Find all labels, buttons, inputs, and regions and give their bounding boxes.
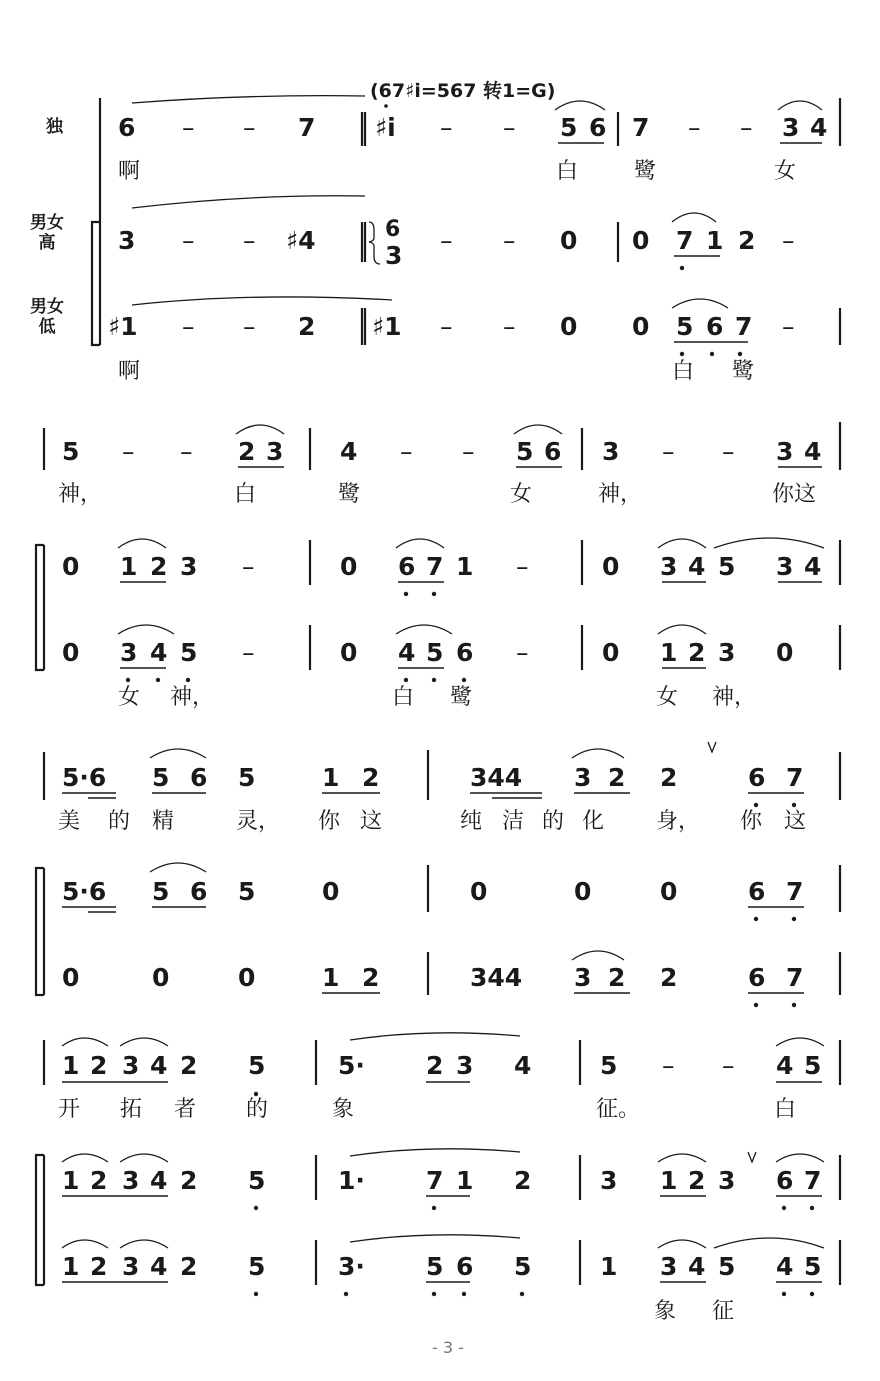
note: 0 <box>152 963 170 992</box>
note: 3 <box>718 1166 736 1195</box>
note: 2 <box>90 1166 108 1195</box>
note: – <box>503 226 516 255</box>
lyric-word: 这 <box>784 809 807 834</box>
note: – <box>722 437 735 466</box>
note: 4 <box>804 437 822 466</box>
lyric-word: 女 <box>510 482 533 507</box>
note: – <box>180 437 193 466</box>
note: 4 <box>688 552 706 581</box>
note: 0 <box>62 638 80 667</box>
note: 5 <box>676 312 694 341</box>
note: 5 <box>600 1051 618 1080</box>
note: 5 <box>248 1051 266 1080</box>
note: – <box>182 226 195 255</box>
lyric-word: 鹭 <box>634 159 657 184</box>
lyric-word: 女 <box>118 685 141 710</box>
note: 344 <box>470 763 523 792</box>
note: 1 <box>706 226 724 255</box>
lyric-word: 洁 <box>502 809 525 834</box>
note: 1 <box>62 1051 80 1080</box>
lyric-word: 纯 <box>460 809 483 834</box>
lyric-word: 征。 <box>596 1097 641 1122</box>
note: 5 <box>62 437 80 466</box>
lyric-word: 神， <box>598 482 643 507</box>
note: – <box>400 437 413 466</box>
note: 6 <box>456 638 474 667</box>
lyric-word: 你 <box>318 809 341 834</box>
lyric-word: 的 <box>246 1097 269 1122</box>
note: 3 <box>574 763 592 792</box>
solo-voice-label: 独 <box>46 117 63 137</box>
note: 0 <box>632 226 650 255</box>
lyric-word: 白 <box>392 685 415 710</box>
note: 4 <box>150 1166 168 1195</box>
note: ♯1 <box>372 312 402 341</box>
note: 7 <box>426 1166 444 1195</box>
note: 5·6 <box>62 763 107 792</box>
note: 2 <box>90 1051 108 1080</box>
note: 1 <box>120 552 138 581</box>
note: 5 <box>516 437 534 466</box>
note: 3 <box>600 1166 618 1195</box>
lyric-word: 象 <box>654 1299 677 1324</box>
note: 4 <box>514 1051 532 1080</box>
note: 6 <box>190 763 208 792</box>
note: 1 <box>456 552 474 581</box>
note: 3 <box>122 1166 140 1195</box>
note: 5· <box>338 1051 365 1080</box>
note: 4 <box>150 1051 168 1080</box>
lyric-word: 白 <box>774 1097 797 1122</box>
note: – <box>662 1051 675 1080</box>
lyric-word: 拓 <box>120 1097 143 1122</box>
note: – <box>243 113 256 142</box>
lyric-word: 白 <box>556 159 579 184</box>
lyric-word: 白 <box>234 482 257 507</box>
lyric-word: 啊 <box>118 159 141 184</box>
note: 7 <box>632 113 650 142</box>
note: 2 <box>738 226 756 255</box>
lyric-word: 鹭 <box>338 482 361 507</box>
note: 1 <box>62 1166 80 1195</box>
note: – <box>243 226 256 255</box>
lyric-word: 者 <box>174 1097 197 1122</box>
note: – <box>782 226 795 255</box>
lyric-word: 白 <box>672 359 695 384</box>
key-change-header: (67♯i̇=567 转1=G) <box>370 80 556 102</box>
note: 2 <box>150 552 168 581</box>
note: 5 <box>718 1252 736 1281</box>
note: 4 <box>810 113 828 142</box>
note: 0 <box>470 877 488 906</box>
note: 344 <box>470 963 523 992</box>
note: 3 <box>456 1051 474 1080</box>
note: 4 <box>688 1252 706 1281</box>
note: 0 <box>238 963 256 992</box>
note: 0 <box>574 877 592 906</box>
note: 7 <box>786 877 804 906</box>
note: 7 <box>786 763 804 792</box>
lyric-word: 神， <box>712 685 757 710</box>
note: 6 <box>589 113 607 142</box>
note: 2 <box>362 963 380 992</box>
note: 7 <box>426 552 444 581</box>
note: – <box>782 312 795 341</box>
lyric-word: 女 <box>774 159 797 184</box>
note: 5 <box>804 1051 822 1080</box>
note: 2 <box>514 1166 532 1195</box>
note: 2 <box>238 437 256 466</box>
note: – <box>662 437 675 466</box>
note: 3 <box>122 1252 140 1281</box>
note: 5 <box>152 877 170 906</box>
lyric-word: 鹭 <box>450 685 473 710</box>
note: 4 <box>150 1252 168 1281</box>
note: 3 <box>660 552 678 581</box>
note: – <box>688 113 701 142</box>
lyric-word: 你 <box>740 809 763 834</box>
note: 6 <box>190 877 208 906</box>
note: 6 <box>456 1252 474 1281</box>
lyric-word: 灵， <box>236 809 281 834</box>
note: 2 <box>362 763 380 792</box>
note: 6 <box>748 963 766 992</box>
note: 0 <box>62 552 80 581</box>
lyric-word: 的 <box>108 809 131 834</box>
note: – <box>740 113 753 142</box>
lyric-word: 美 <box>58 809 81 834</box>
note: 0 <box>322 877 340 906</box>
note: – <box>440 312 453 341</box>
lyric-word: 神， <box>58 482 103 507</box>
note: 3 <box>602 437 620 466</box>
note: 7 <box>786 963 804 992</box>
note: 0 <box>660 877 678 906</box>
note: 3 <box>776 437 794 466</box>
note: 7 <box>298 113 316 142</box>
note: 6 <box>544 437 562 466</box>
note: 5 <box>426 638 444 667</box>
note: – <box>503 312 516 341</box>
note: 5 <box>180 638 198 667</box>
lyric-word: 啊 <box>118 359 141 384</box>
note: 3 <box>776 552 794 581</box>
note: 2 <box>426 1051 444 1080</box>
note: 4 <box>776 1252 794 1281</box>
note: 6 <box>748 763 766 792</box>
note: 3· <box>338 1252 365 1281</box>
note: – <box>242 552 255 581</box>
note: 2 <box>608 963 626 992</box>
note: 0 <box>560 312 578 341</box>
note: 5 <box>804 1252 822 1281</box>
note: 1 <box>322 763 340 792</box>
note: 4 <box>776 1051 794 1080</box>
note: 6 <box>776 1166 794 1195</box>
note: 5 <box>514 1252 532 1281</box>
note: 2 <box>688 1166 706 1195</box>
note: 3 <box>266 437 284 466</box>
note: 7 <box>676 226 694 255</box>
note: 1 <box>322 963 340 992</box>
note: 3 <box>180 552 198 581</box>
note: 1· <box>338 1166 365 1195</box>
note: 4 <box>150 638 168 667</box>
lyric-word: 这 <box>360 809 383 834</box>
note: 0 <box>560 226 578 255</box>
note: 2 <box>180 1166 198 1195</box>
note: 3 <box>385 241 403 270</box>
note: 0 <box>602 638 620 667</box>
note: 2 <box>688 638 706 667</box>
note: – <box>516 638 529 667</box>
note: 6 <box>706 312 724 341</box>
note: 3 <box>120 638 138 667</box>
note: 6 <box>118 113 136 142</box>
note: 2 <box>90 1252 108 1281</box>
note: ♯i <box>375 113 396 142</box>
lyric-word: 开 <box>58 1097 81 1122</box>
note: 2 <box>660 963 678 992</box>
note: 4 <box>340 437 358 466</box>
lyric-word: 象 <box>332 1097 355 1122</box>
note: 5 <box>248 1252 266 1281</box>
note: – <box>722 1051 735 1080</box>
lyric-word: 精 <box>152 809 175 834</box>
note: – <box>503 113 516 142</box>
note: 5 <box>426 1252 444 1281</box>
note: – <box>440 226 453 255</box>
note: 3 <box>782 113 800 142</box>
note: 3 <box>122 1051 140 1080</box>
note: 6 <box>398 552 416 581</box>
note: 0 <box>632 312 650 341</box>
note: 3 <box>118 226 136 255</box>
lyric-word: 化 <box>582 809 605 834</box>
note: 5 <box>560 113 578 142</box>
high-voice-label: 男女 高 <box>30 213 64 253</box>
note: 4 <box>398 638 416 667</box>
note: 2 <box>298 312 316 341</box>
lyric-word: 的 <box>542 809 565 834</box>
lyric-word: 鹭 <box>732 359 755 384</box>
note: 0 <box>602 552 620 581</box>
note: 1 <box>660 1166 678 1195</box>
lyric-word: 女 <box>656 685 679 710</box>
note: 3 <box>718 638 736 667</box>
note: – <box>182 113 195 142</box>
note: 5 <box>718 552 736 581</box>
note: – <box>516 552 529 581</box>
note: 1 <box>456 1166 474 1195</box>
lyric-word: 身， <box>656 809 701 834</box>
note: 5 <box>238 763 256 792</box>
note: 0 <box>776 638 794 667</box>
note: 2 <box>608 763 626 792</box>
note: – <box>242 638 255 667</box>
page-number: - 3 - <box>432 1338 464 1357</box>
note: 3 <box>574 963 592 992</box>
note: 5 <box>248 1166 266 1195</box>
note: – <box>243 312 256 341</box>
note: 5 <box>238 877 256 906</box>
note: 1 <box>660 638 678 667</box>
note: 1 <box>600 1252 618 1281</box>
note: 7 <box>735 312 753 341</box>
note: – <box>182 312 195 341</box>
note: ♯4 <box>286 226 316 255</box>
note: 4 <box>804 552 822 581</box>
note: ♯1 <box>108 312 138 341</box>
note: – <box>440 113 453 142</box>
note: 1 <box>62 1252 80 1281</box>
note: 6 <box>748 877 766 906</box>
low-voice-label: 男女 低 <box>30 297 64 337</box>
note: 5 <box>152 763 170 792</box>
note: 0 <box>62 963 80 992</box>
note: 0 <box>340 638 358 667</box>
note: 2 <box>180 1051 198 1080</box>
note: 3 <box>660 1252 678 1281</box>
note: 2 <box>660 763 678 792</box>
lyric-word: 征 <box>712 1299 735 1324</box>
note: – <box>462 437 475 466</box>
note: 0 <box>340 552 358 581</box>
note: 6 <box>385 217 401 242</box>
note: 5·6 <box>62 877 107 906</box>
note: 2 <box>180 1252 198 1281</box>
lyric-word: 神， <box>170 685 215 710</box>
note: 7 <box>804 1166 822 1195</box>
lyric-word: 你这 <box>772 482 817 507</box>
note: – <box>122 437 135 466</box>
